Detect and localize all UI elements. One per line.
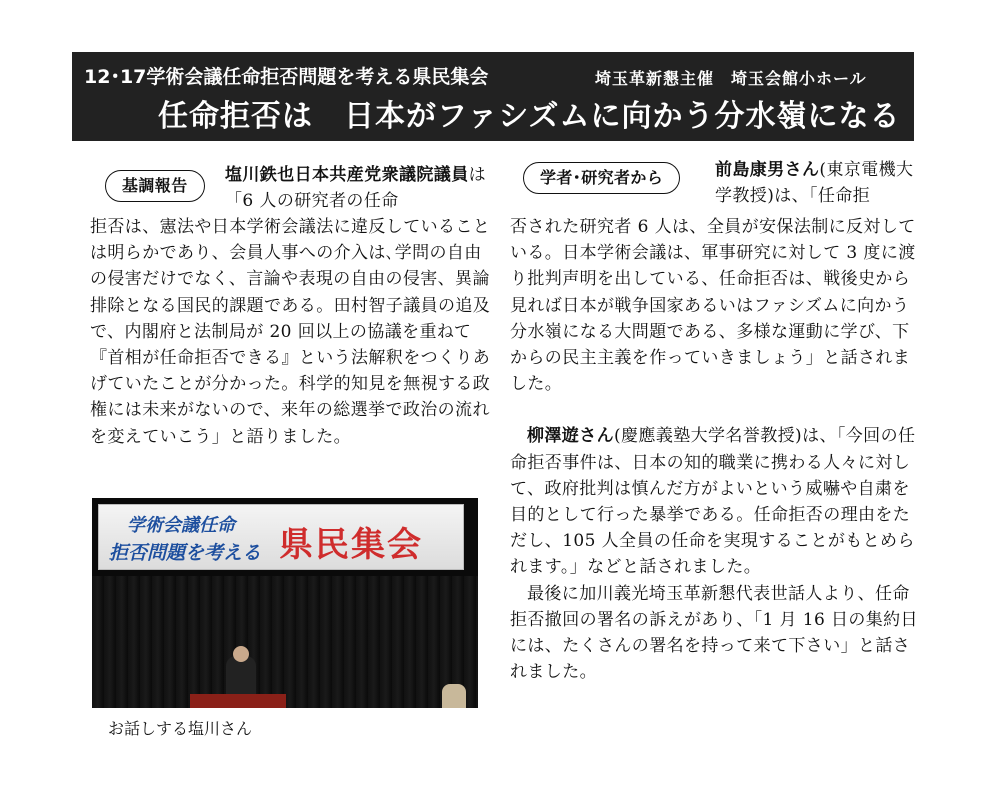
headline: 任命拒否は 日本がファシズムに向かう分水嶺になる (158, 99, 901, 134)
right-lead-text (715, 157, 920, 209)
speaker-figure (226, 656, 256, 696)
maejima-body: 否された研究者 6 人は、全員が安保法制に反対している。日本学術会議は、軍事研究に対して 3 度に渡り批判声明を出している、任命拒否は、戦後史から見れば日本が戦争国家あるいはファシズムに向かう分水嶺になる大問題である、多様な運動に学び、下からの民主主義を作っていきましょう」と話されました。 (510, 217, 916, 395)
left-lead-text (225, 162, 495, 214)
banner-line2: 拒否問題を考える (109, 542, 262, 564)
keynote-tag: 基調報告 (105, 170, 205, 202)
scholars-tag: 学者･研究者から (523, 162, 680, 194)
right-lead-row (510, 162, 920, 214)
photo-caption: お話しする塩川さん (108, 719, 253, 738)
sponsor-venue: 埼玉革新懇主催 埼玉会館小ホール (595, 69, 867, 88)
maejima-lead: (東京電機大学教授)は、「任命拒 (715, 160, 914, 207)
speaker-head (233, 646, 249, 662)
event-title: 12･17学術会議任命拒否問題を考える県民集会 (84, 66, 489, 88)
banner-big: 県民集会 (279, 525, 423, 565)
maejima-name: 前島康男さん (715, 160, 820, 180)
yanagisawa-body: (慶應義塾大学名誉教授)は、「今回の任命拒否事件は、日本の知的職業に携わる人々に対して、政府批判は慎んだ方がよいという威嚇や自粛を目的として行った暴挙である。任命拒否の理由をただし、105 人全員の任命を実現することがもとめられます。」などと話されました。 (510, 426, 916, 578)
keynote-body: 拒否は、憲法や日本学術会議法に違反していることは明らかであり、会員人事への介入は､学問の自由の侵害だけでなく、言論や表現の自由の侵害、異論排除となる国民的課題である。田村智子議員の追及で、内閣府と法制局が 20 回以上の協議を重ねて『首相が任命拒否できる』という法解釈をつくりあげていたことが分かった。科学的知見を無視する政権には未来がないので、来年の総選挙で政治の流れを変えていこう」と語りました。 (90, 217, 491, 447)
yanagisawa-paragraph (510, 423, 920, 580)
event-photo (92, 498, 478, 708)
closing-paragraph: 最後に加川義光埼玉革新懇代表世話人より、任命拒否撤回の署名の訴えがあり、「1 月 16 日の集約日には、たくさんの署名を持って来て下さい」と話されました。 (510, 583, 918, 683)
banner-line1: 学術会議任命 (127, 515, 235, 536)
stage-banner (98, 504, 464, 570)
stage-curtain (92, 576, 478, 708)
left-lead-quote: は「6 人の研究者の任命 (225, 165, 487, 212)
left-lead-row (90, 162, 492, 214)
header-banner (72, 52, 914, 141)
right-column (510, 162, 920, 685)
podium (190, 694, 286, 708)
speaker-name: 塩川鉄也日本共産党衆議院議員 (225, 165, 469, 185)
yanagisawa-name: 柳澤遊さん (527, 426, 614, 447)
chair-figure (442, 684, 466, 708)
left-column (90, 162, 492, 450)
